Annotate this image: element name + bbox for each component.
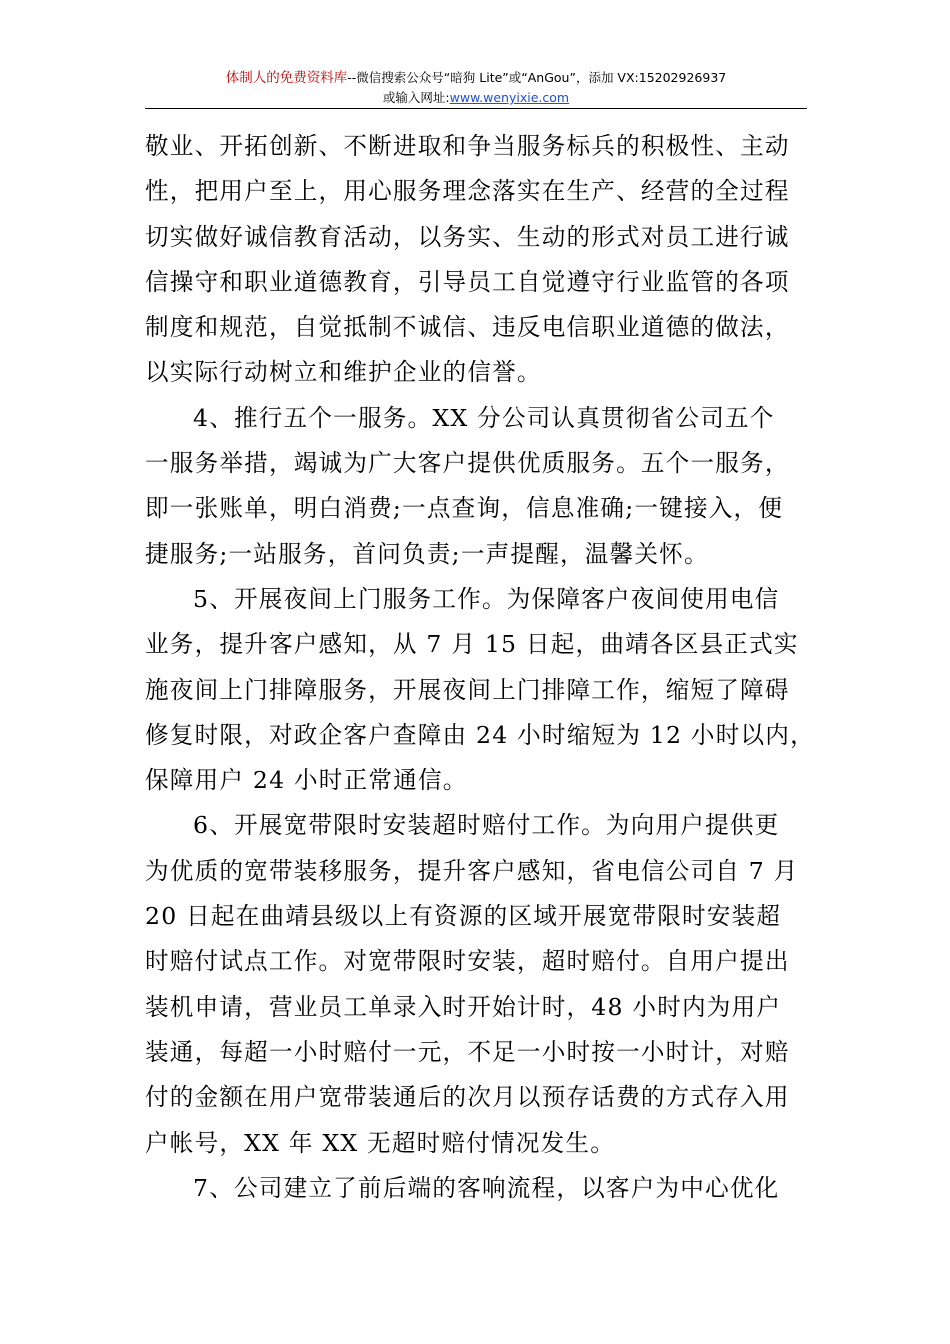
text-line: 装通，每超一小时赔付一元，不足一小时按一小时计，对赔	[145, 1037, 790, 1066]
paragraph-item-6	[145, 803, 807, 1165]
header-site-link[interactable]: www.wenyixie.com	[449, 90, 570, 105]
header-site-label: 或输入网址:	[382, 90, 450, 105]
text-line: 20 日起在曲靖县级以上有资源的区域开展宽带限时安装超	[145, 902, 782, 931]
text-line: 即一张账单，明白消费;一点查询，信息准确;一键接入，便	[145, 494, 784, 523]
document-body	[145, 124, 815, 1211]
text-line: 以实际行动树立和维护企业的信誉。	[145, 358, 542, 387]
text-line: 保障用户 24 小时正常通信。	[145, 766, 468, 795]
text-line: 业务，提升客户感知，从 7 月 15 日起，曲靖各区县正式实	[145, 630, 799, 659]
text-line: 付的金额在用户宽带装通后的次月以预存话费的方式存入用	[145, 1083, 790, 1112]
text-line: 5、开展夜间上门服务工作。为保障客户夜间使用电信	[193, 584, 780, 613]
text-line: 施夜间上门排障服务，开展夜间上门排障工作，缩短了障碍	[145, 675, 790, 704]
paragraph-item-5	[145, 577, 815, 803]
header-brand: 体制人的免费资料库	[225, 70, 348, 86]
text-line: 捷服务;一站服务，首问负责;一声提醒，温馨关怀。	[145, 539, 709, 568]
paragraph-item-7	[145, 1166, 807, 1211]
text-line: 一服务举措，竭诚为广大客户提供优质服务。五个一服务，	[145, 449, 790, 478]
header-divider	[145, 108, 807, 109]
text-line: 6、开展宽带限时安装超时赔付工作。为向用户提供更	[193, 811, 780, 840]
text-line: 制度和规范，自觉抵制不诚信、违反电信职业道德的做法，	[145, 313, 790, 342]
text-line: 切实做好诚信教育活动，以务实、生动的形式对员工进行诚	[145, 222, 790, 251]
paragraph-item-4	[145, 396, 807, 577]
text-line: 为优质的宽带装移服务，提升客户感知，省电信公司自 7 月	[145, 856, 799, 885]
header-notice-line	[145, 68, 807, 88]
text-line: 装机申请，营业员工单录入时开始计时，48 小时内为用户	[145, 992, 782, 1021]
text-line: 性，把用户至上，用心服务理念落实在生产、经营的全过程	[145, 177, 790, 206]
header-notice: --微信搜索公众号“暗狗 Lite”或“AnGou”，添加 VX:15202926937	[347, 70, 727, 85]
text-line: 4、推行五个一服务。XX 分公司认真贯彻省公司五个	[193, 403, 775, 432]
text-line: 户帐号，XX 年 XX 无超时赔付情况发生。	[145, 1128, 615, 1157]
text-line: 时赔付试点工作。对宽带限时安装，超时赔付。自用户提出	[145, 947, 790, 976]
text-line: 7、公司建立了前后端的客响流程，以客户为中心优化	[193, 1173, 780, 1202]
text-line: 敬业、开拓创新、不断进取和争当服务标兵的积极性、主动	[145, 132, 790, 160]
text-line: 信操守和职业道德教育，引导员工自觉遵守行业监管的各项	[145, 267, 790, 296]
paragraph-continuation	[145, 124, 807, 396]
header-site-line	[145, 88, 807, 108]
page-header	[145, 68, 807, 108]
text-line: 修复时限，对政企客户查障由 24 小时缩短为 12 小时以内，	[145, 720, 815, 749]
